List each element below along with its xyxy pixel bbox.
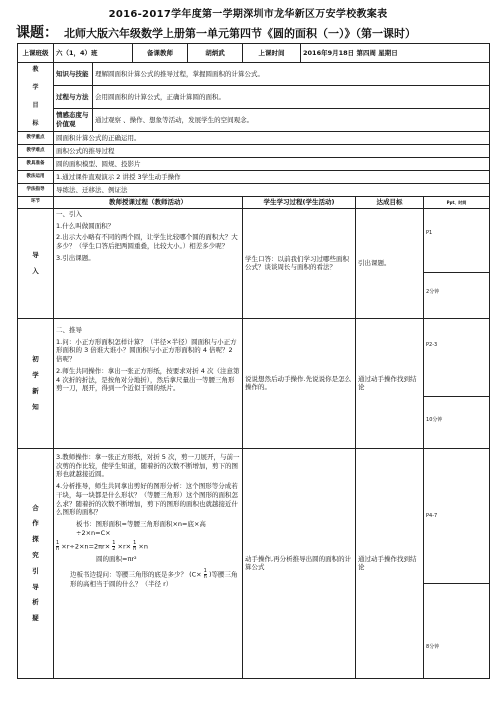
ppt-page: P4-7 <box>426 513 438 520</box>
meta-text: 圆的面积模型、圆规、投影片 <box>54 158 490 171</box>
meta-text: 1.通过课件直观演示 2 讲授 3学生动手操作 <box>54 171 490 184</box>
class-value: 六（1，4）班 <box>54 44 133 63</box>
meta-label: 教学难点 <box>18 145 54 158</box>
goal-row <box>18 63 490 86</box>
teacher-activity-new: 二、推导 1.问：小正方形面积怎样计算？（半径×半径）圆面积与小正方形面积的 3 倍谁大谁小？圆面积与小正方形面积的 4 倍呢？2 倍呢？ 2.师生共同操作：拿出一张正方形纸，按要求对折 4 次（注意第 4 次折的折法，是按角对分地折），然后拿尺量出一等腰三角形剪一刀，展开，得到一个近似于圆的纸片。 <box>54 318 243 448</box>
lesson-plan-table <box>17 43 490 679</box>
meta-label: 教学重点 <box>18 132 54 145</box>
ppt-page: P2-3 <box>426 342 438 349</box>
document-header: 2016-2017学年度第一学期深圳市龙华新区万安学校教案表 <box>108 9 388 20</box>
section-intro <box>18 208 490 318</box>
fraction: $\frac{1}{n}$ <box>133 539 137 552</box>
meta-row <box>18 158 490 171</box>
fraction: $\frac{1}{n}$ <box>56 539 60 552</box>
meta-row <box>18 145 490 158</box>
goal-intro: 引出课题。 <box>356 208 424 318</box>
goal-new: 通过动手操作找到结论 <box>356 318 424 448</box>
goals-label: 教 学 目 标 <box>18 63 54 132</box>
col-goal: 达成目标 <box>356 197 424 209</box>
goal-sub-process: 过程与方法 <box>54 86 93 109</box>
goal-text-knowledge: 理解圆面积计算公式的推导过程，掌握圆面积的计算公式。 <box>93 63 490 86</box>
meta-label: 教具准备 <box>18 158 54 171</box>
goal-row <box>18 86 490 109</box>
meta-row <box>18 132 490 145</box>
col-teacher: 教师授课过程（教师活动） <box>54 197 243 209</box>
meta-label: 教法运用 <box>18 171 54 184</box>
meta-text: 圆面积计算公式的正确运用。 <box>54 132 490 145</box>
goal-row <box>18 109 490 132</box>
student-activity-intro: 学生口答：以前我们学习过哪些面积公式？谈谈周长与面积的看法？ <box>243 208 356 318</box>
meta-row <box>18 171 490 184</box>
class-label: 上课班级 <box>18 44 54 63</box>
ppt-time-intro <box>424 208 490 318</box>
ppt-time-new <box>424 318 490 448</box>
subject-title: 北师大版六年级数学上册第一单元第四节《圆的面积（一）》（第一课时） <box>64 27 416 40</box>
section-new <box>18 318 490 448</box>
col-step: 环节 <box>18 197 54 209</box>
student-activity-explore: 动手操作,再分析推导出圆的面积的计算公式 <box>243 448 356 678</box>
formula-line: $\frac{1}{n} \times r\div 2\times n=2\pi r\times$ $\frac{1}{2} \times r\times$ $\frac{1}{n} \times n$ <box>56 539 148 552</box>
duration: 2分钟 <box>424 272 489 298</box>
col-time: Ppt、时间 <box>424 197 490 209</box>
teacher-value: 胡炳武 <box>188 44 243 63</box>
goal-explore: 通过动手操作找到结论 <box>356 448 424 678</box>
goal-sub-emotion: 情感态度与价值观 <box>54 109 93 132</box>
goal-text-emotion: 通过观察 、操作、想象等活动，发展学生的空间观念。 <box>93 109 490 132</box>
section-label-intro: 导 入 <box>18 208 54 318</box>
ppt-page: P1 <box>426 230 433 237</box>
question-line: 边板书边提问：等腰三角形的底是多少？ (C× $\frac{1}{n}$ )等腰三角形的高相当于圆的什么？（半径 r） <box>70 568 238 589</box>
subject-key: 课题： <box>16 25 58 41</box>
lesson-title <box>16 22 486 42</box>
meta-row <box>18 184 490 197</box>
fraction: $\frac{1}{2}$ <box>112 539 116 552</box>
section-label-explore: 合 作 探 究 引 导 析 疑 <box>18 448 54 678</box>
teacher-activity-intro: 一、引入 1.什么叫做圆面积？ 2.出示大小略有不同的两个圆，让学生比较哪个圆的面积大？大多少？（学生口答后把两圆重叠，比较大小。）相差多少呢？ 3.引出课题。 <box>54 208 243 318</box>
meta-text: 导练法、迁移法、例证法 <box>54 184 490 197</box>
duration: 8分钟 <box>424 583 489 653</box>
time-value: 2016年9月18日 第四周 星期日 <box>301 44 490 63</box>
fraction: $\frac{1}{n}$ <box>203 568 207 581</box>
teacher-activity-explore: 3.教师操作：拿一张正方形纸，对折 5 次，剪一刀展开，与前一次剪的作比较，使学生知道，随着折的次数不断增加，剪下的图形也就越接近圆。 4.分析推导，师生共同拿出剪好的图形分析：这个图形等分成若干块，每一块都是什么形状？（等腰三角形）这个图形的面积怎么求？随着折的次数不断增加，剪下的图形的面积也就越接近什么图形的面积？ 板书：图形面积=等腰三角形面积×n=底×高÷2×n=C× $\frac{1}{n} \times r\div 2\times n=2\pi r\times$ $\frac{1}{2} \times r\times$ $\frac{1}{n} \times n$ 圆的面积=πr² 边板书边提问：等腰三角形的底是多少？ (C× $\frac{1}{n}$ )等腰三角形的高相当于圆的什么？（半径 r） <box>54 448 243 678</box>
duration: 10分钟 <box>424 396 489 426</box>
goal-text-process: 会用圆面积的计算公式，正确计算圆的面积。 <box>93 86 490 109</box>
section-explore <box>18 448 490 678</box>
info-row <box>18 44 490 63</box>
ppt-time-explore <box>424 448 490 678</box>
meta-text: 面积公式的推导过程 <box>54 145 490 158</box>
col-student: 学生学习过程(学生活动) <box>243 197 356 209</box>
section-label-new: 初 学 新 知 <box>18 318 54 448</box>
goal-sub-knowledge: 知识与技能 <box>54 63 93 86</box>
teacher-label: 备课教师 <box>133 44 188 63</box>
meta-label: 学法指导 <box>18 184 54 197</box>
process-header-row <box>18 197 490 209</box>
time-label: 上课时间 <box>243 44 301 63</box>
student-activity-new: 说说想然后动手操作.先说说你是怎么操作的。 <box>243 318 356 448</box>
